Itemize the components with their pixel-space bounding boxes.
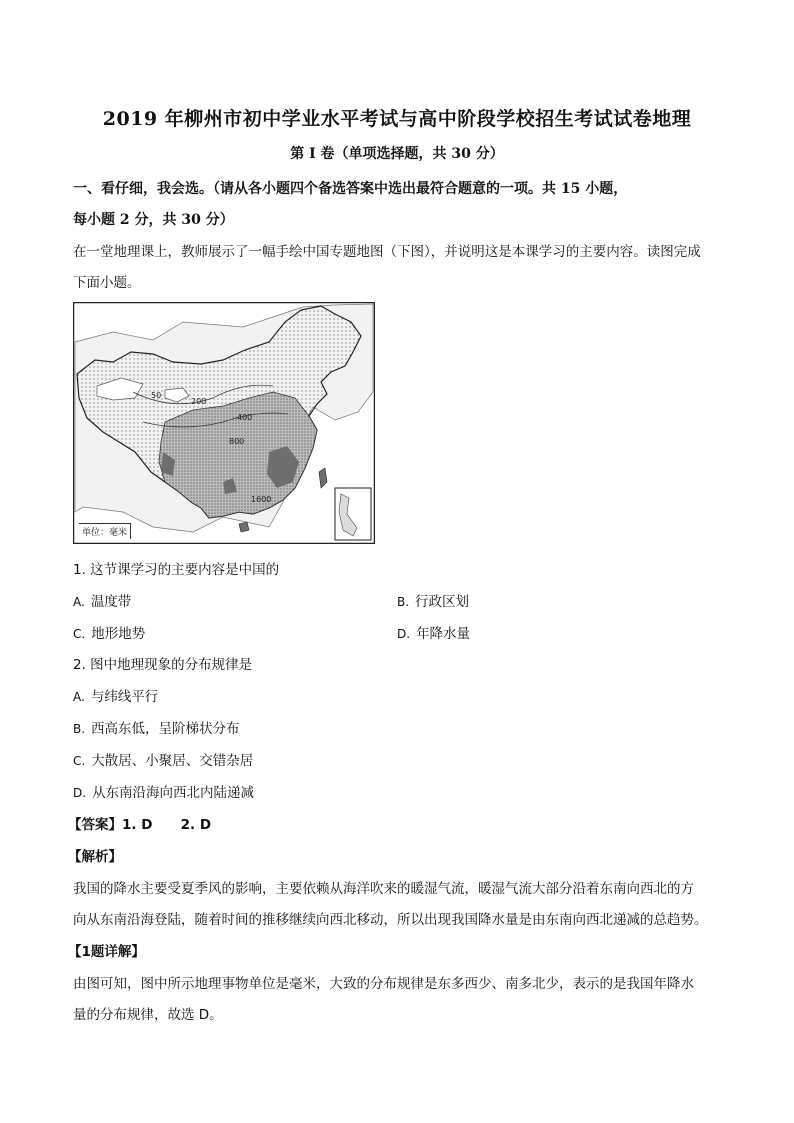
analysis-line2: 向从东南沿海登陆，随着时间的推移继续向西北移动，所以出现我国降水量是由东南向西北递减的总趋势。: [73, 912, 708, 928]
answer-label: 【答案】: [68, 817, 122, 833]
q2-option-a[interactable]: [73, 685, 158, 705]
q1-option-b[interactable]: [397, 590, 469, 610]
option-text: 行政区划: [415, 594, 470, 610]
option-text: 大散居、小聚居、交错杂居: [91, 753, 254, 769]
intro-line1: 在一堂地理课上，教师展示了一幅手绘中国专题地图（下图），并说明这是本课学习的主要内容。读图完成: [73, 244, 701, 260]
q1-option-c[interactable]: [73, 622, 145, 642]
map-unit-label: 单位：毫米: [79, 523, 131, 539]
question-1-stem: 1. 这节课学习的主要内容是中国的: [73, 562, 280, 578]
q1-option-d[interactable]: [397, 622, 470, 642]
precipitation-map: [73, 302, 375, 544]
detail-1-line2: 量的分布规律，故选 D。: [73, 1007, 223, 1023]
option-key: B.: [73, 722, 86, 736]
detail-1-line1: 由图可知，图中所示地理事物单位是毫米，大致的分布规律是东多西少、南多北少，表示的是我国年降水: [73, 976, 694, 992]
detail-1-label: 【1题详解】: [68, 944, 145, 960]
option-text: 与纬线平行: [90, 689, 159, 705]
intro-line2: 下面小题。: [73, 275, 141, 291]
option-key: B.: [397, 595, 410, 609]
contour-label-800: 800: [229, 437, 245, 446]
option-text: 西高东低，呈阶梯状分布: [91, 721, 240, 737]
option-text: 地形地势: [91, 626, 146, 642]
contour-label-400: 400: [237, 413, 253, 422]
option-text: 温度带: [90, 594, 132, 610]
option-key: C.: [73, 754, 86, 768]
q2-option-b[interactable]: [73, 717, 240, 737]
option-text: 从东南沿海向西北内陆递减: [92, 785, 255, 801]
contour-label-50: 50: [151, 391, 162, 400]
answer-row: [68, 813, 211, 833]
page-title: 2019 年柳州市初中学业水平考试与高中阶段学校招生考试试卷地理: [102, 108, 692, 130]
question-2-stem: 2. 图中地理现象的分布规律是: [73, 657, 253, 673]
q2-option-d[interactable]: [73, 781, 254, 801]
analysis-line1: 我国的降水主要受夏季风的影响，主要依赖从海洋吹来的暖湿气流，暖湿气流大部分沿着东南向西北的方: [73, 881, 694, 897]
contour-label-200: 200: [191, 397, 207, 406]
option-key: D.: [73, 786, 87, 800]
q2-option-c[interactable]: [73, 749, 253, 769]
option-key: A.: [73, 595, 85, 609]
option-key: D.: [397, 627, 411, 641]
contour-label-1600: 1600: [251, 495, 272, 504]
section-heading-line2: 每小题 2 分，共 30 分）: [73, 212, 234, 228]
option-text: 年降水量: [416, 626, 471, 642]
analysis-label: 【解析】: [68, 849, 122, 865]
section-subtitle: 第 I 卷（单项选择题，共 30 分）: [290, 146, 504, 162]
answer-text: 1. D 2. D: [122, 817, 212, 833]
option-key: C.: [73, 627, 86, 641]
china-map-figure: [73, 302, 375, 544]
option-key: A.: [73, 690, 85, 704]
section-heading-line1: 一、看仔细，我会选。（请从各小题四个备选答案中选出最符合题意的一项。共 15 小题，: [73, 181, 628, 197]
q1-option-a[interactable]: [73, 590, 131, 610]
